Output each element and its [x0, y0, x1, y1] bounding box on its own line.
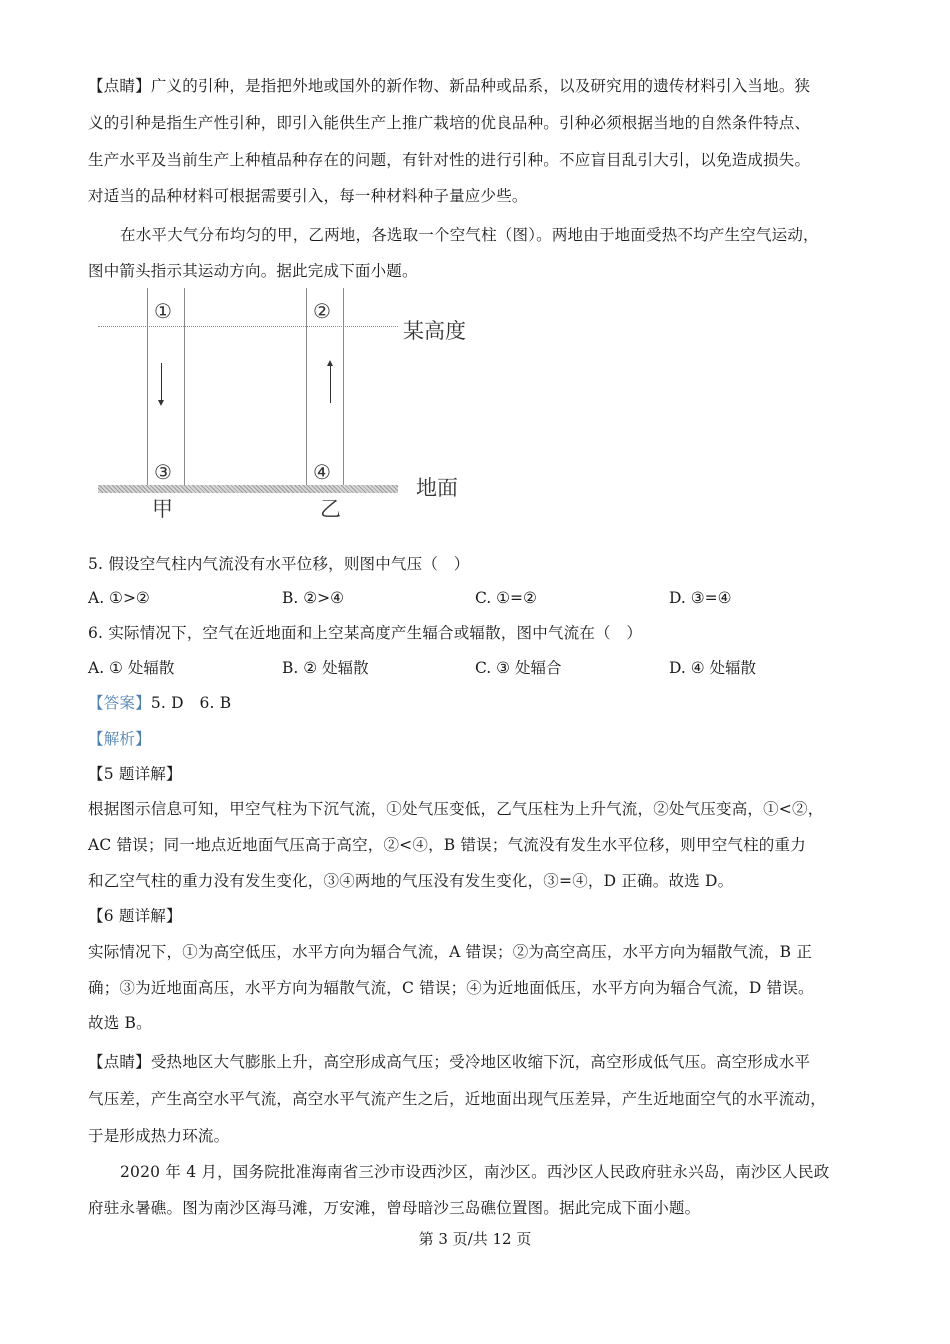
- question-6-option-d: D. ④ 处辐散: [669, 659, 757, 677]
- stem-line: 在水平大气分布均匀的甲，乙两地，各选取一个空气柱（图）。两地由于地面受热不均产生空气运动，: [120, 226, 819, 244]
- question-5-option-c: C. ①=②: [475, 589, 537, 607]
- detail-5-line: 根据图示信息可知，甲空气柱为下沉气流，①处气压变低，乙气压柱为上升气流，②处气压变高，①<②，: [88, 800, 824, 818]
- height-label: 某高度: [403, 319, 466, 343]
- answer-value: 5. D 6. B: [150, 694, 232, 712]
- note-label: 【点睛】: [88, 77, 151, 95]
- page-number: 第 3 页/共 12 页: [418, 1230, 532, 1248]
- analysis-label: 【解析】: [88, 730, 151, 748]
- site-a-label: 甲: [152, 497, 173, 521]
- column-a-right-edge: [184, 288, 185, 485]
- question-5-option-d: D. ③=④: [669, 589, 732, 607]
- note-line: 生产水平及当前生产上种植品种存在的问题，有针对性的进行引种。不应盲目乱引大引，以免造成损失。: [88, 151, 811, 169]
- detail-6-line: 故选 B。: [88, 1014, 152, 1032]
- site-b-label: 乙: [320, 497, 341, 521]
- question-6-option-b: B. ② 处辐散: [282, 659, 369, 677]
- height-dotted-line: [98, 326, 398, 327]
- detail-6-label: 【6 题详解】: [88, 907, 182, 925]
- ground-label: 地面: [416, 476, 458, 500]
- down-arrow-icon: [161, 363, 162, 401]
- question-6-option-a: A. ① 处辐散: [88, 659, 175, 677]
- note2-line: 气压差，产生高空水平气流，高空水平气流产生之后，近地面出现气压差异，产生近地面空气的水平流动，: [88, 1090, 826, 1108]
- note-line: 义的引种是指生产性引种，即引入能供生产上推广栽培的优良品种。引种必须根据当地的自然条件特点、: [88, 114, 811, 132]
- point-2-label: ②: [313, 299, 331, 323]
- ground-hatch: [98, 485, 398, 493]
- next-stem-line: 2020 年 4 月，国务院批准海南省三沙市设西沙区，南沙区。西沙区人民政府驻永兴岛，南沙区人民政: [120, 1163, 830, 1181]
- column-a-left-edge: [147, 288, 148, 485]
- answer-label: 【答案】: [88, 694, 151, 712]
- detail-5-label: 【5 题详解】: [88, 765, 182, 783]
- stem-line: 图中箭头指示其运动方向。据此完成下面小题。: [88, 262, 418, 280]
- question-5-stem: 5. 假设空气柱内气流没有水平位移，则图中气压（ ）: [88, 555, 470, 573]
- note2-line: 【点睛】受热地区大气膨胀上升，高空形成高气压；受冷地区收缩下沉，高空形成低气压。高空形成水平: [88, 1053, 811, 1071]
- note2-label: 【点睛】: [88, 1053, 151, 1071]
- column-b-right-edge: [343, 288, 344, 485]
- detail-5-line: 和乙空气柱的重力没有发生变化，③④两地的气压没有发生变化，③=④，D 正确。故选 D。: [88, 872, 734, 890]
- detail-5-line: AC 错误；同一地点近地面气压高于高空，②<④，B 错误；气流没有发生水平位移，则甲空气柱的重力: [88, 836, 806, 854]
- point-3-label: ③: [154, 460, 172, 484]
- question-5-option-b: B. ②>④: [282, 589, 345, 607]
- question-6-option-c: C. ③ 处辐合: [475, 659, 562, 677]
- question-5-option-a: A. ①>②: [88, 589, 150, 607]
- point-4-label: ④: [313, 460, 331, 484]
- column-b-left-edge: [306, 288, 307, 485]
- note-line: 【点睛】广义的引种，是指把外地或国外的新作物、新品种或品系，以及研究用的遗传材料引入当地。狭: [88, 77, 811, 95]
- next-stem-line: 府驻永暑礁。图为南沙区海马滩，万安滩，曾母暗沙三岛礁位置图。据此完成下面小题。: [88, 1199, 701, 1217]
- point-1-label: ①: [154, 299, 172, 323]
- note-line: 对适当的品种材料可根据需要引入，每一种材料种子量应少些。: [88, 187, 528, 205]
- detail-6-line: 实际情况下，①为高空低压，水平方向为辐合气流，A 错误；②为高空高压，水平方向为辐散气流，B 正: [88, 943, 813, 961]
- up-arrow-icon: [330, 365, 331, 403]
- detail-6-line: 确；③为近地面高压，水平方向为辐散气流，C 错误；④为近地面低压，水平方向为辐合气流，D 错误。: [88, 979, 814, 997]
- question-6-stem: 6. 实际情况下，空气在近地面和上空某高度产生辐合或辐散，图中气流在（ ）: [88, 624, 643, 642]
- note2-line: 于是形成热力环流。: [88, 1127, 230, 1145]
- answer-line: [88, 693, 231, 713]
- air-column-diagram: [98, 288, 488, 520]
